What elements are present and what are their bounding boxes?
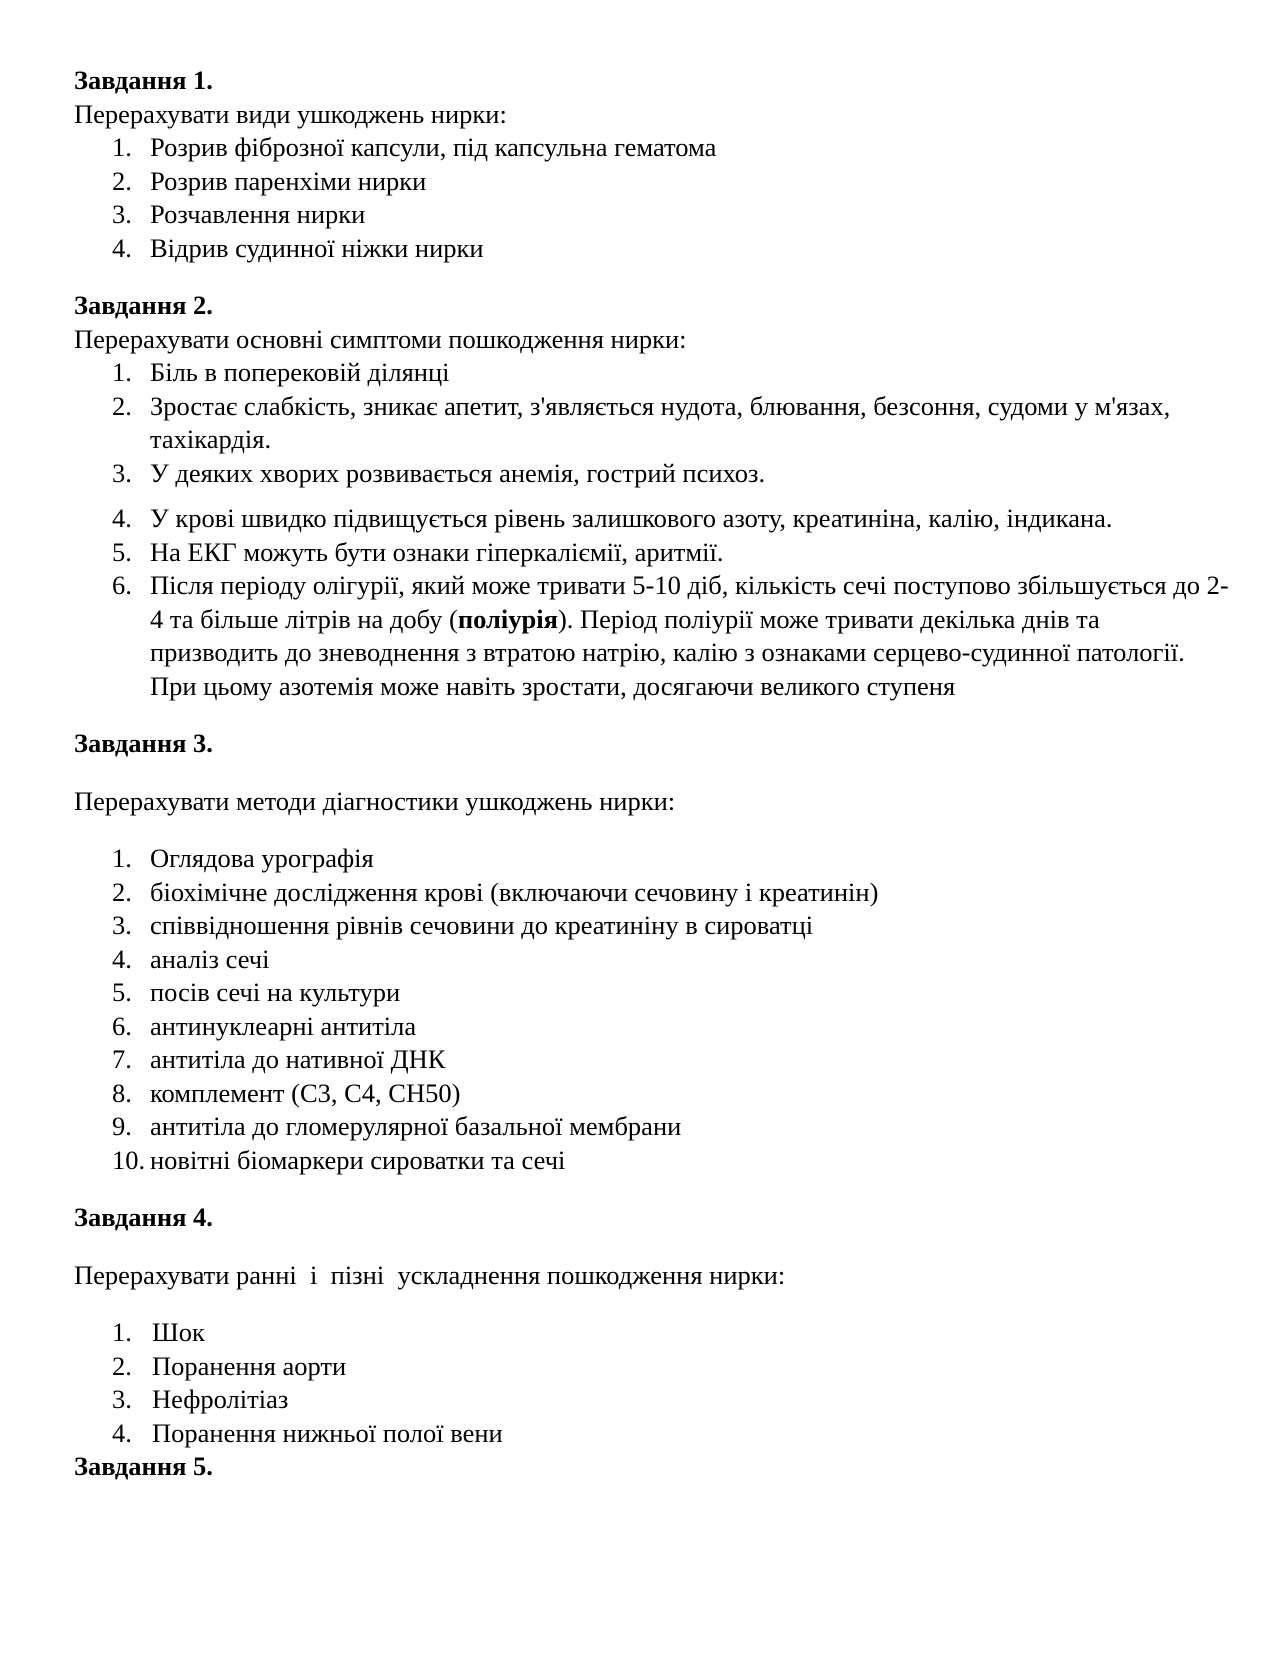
list-number: 3. xyxy=(112,1384,132,1414)
list-item-text: Поранення нижньої полої вени xyxy=(152,1417,503,1448)
list-item xyxy=(74,1350,1234,1384)
list-item xyxy=(74,131,1234,165)
task-3 xyxy=(74,727,1234,1177)
list-item-text: Біль в поперековій ділянці xyxy=(150,357,450,387)
list-item xyxy=(74,356,1234,390)
task-list xyxy=(74,1316,1234,1450)
task-heading: Завдання 2. xyxy=(74,290,213,320)
list-number: 1. xyxy=(112,132,132,162)
list-item-text: Розчавлення нирки xyxy=(150,199,366,229)
task-intro: Перерахувати методи діагностики ушкоджень нирки: xyxy=(74,785,676,816)
list-item xyxy=(74,165,1234,199)
list-item xyxy=(74,390,1234,457)
list-item xyxy=(74,536,1234,570)
task-list xyxy=(74,842,1234,1177)
list-item-text: аналіз сечі xyxy=(150,943,270,974)
list-item-text-before: Після періоду олігурії, який може тривати 5-10 діб, кількість сечі поступово збільшується до 2-4 та більше літрів на добу ( xyxy=(150,570,1229,634)
list-number: 5. xyxy=(112,977,132,1007)
list-item-text-bold: поліурія xyxy=(457,603,558,634)
list-item xyxy=(74,1077,1234,1111)
list-item-text: посів сечі на культури xyxy=(150,977,401,1007)
list-number: 4. xyxy=(112,1417,132,1448)
list-item xyxy=(74,232,1234,266)
list-number: 9. xyxy=(112,1111,132,1141)
list-item xyxy=(74,1316,1234,1350)
list-number: 3. xyxy=(112,457,132,488)
task-2 xyxy=(74,289,1234,703)
task-5 xyxy=(74,1450,1234,1484)
list-item xyxy=(74,502,1234,536)
list-item-text: Зростає слабкість, зникає апетит, з'являється нудота, блювання, безсоння, судоми у м'язах, тахікардія. xyxy=(150,390,1171,454)
list-number: 4. xyxy=(112,503,132,533)
list-item xyxy=(74,1110,1234,1144)
list-item-text: комплемент (C3, C4, CH50) xyxy=(150,1077,461,1108)
list-item xyxy=(74,976,1234,1010)
list-item xyxy=(74,876,1234,910)
task-heading: Завдання 5. xyxy=(74,1451,213,1481)
list-item xyxy=(74,909,1234,943)
list-item xyxy=(74,1043,1234,1077)
list-item-text: Оглядова урографія xyxy=(150,843,374,873)
task-intro: Перерахувати основні симптоми пошкодження нирки: xyxy=(74,323,687,354)
list-item-text: біохімічне дослідження крові (включаючи сечовину і креатинін) xyxy=(150,876,879,907)
list-number: 2. xyxy=(112,876,132,907)
list-item-text-after: ). Період поліурії може тривати декілька днів та призводить до зневоднення з втратою натрію, калію з ознаками серцево-судинної патології. При цьому азотемія може навіть зростати, досягаючи великого ступеня xyxy=(150,603,1185,701)
task-heading: Завдання 4. xyxy=(74,1202,213,1232)
list-number: 2. xyxy=(112,390,132,421)
list-number: 5. xyxy=(112,536,132,567)
list-item-text: антитіла до нативної ДНК xyxy=(150,1044,446,1074)
list-number: 10. xyxy=(112,1144,146,1175)
list-item xyxy=(74,943,1234,977)
list-number: 7. xyxy=(112,1044,132,1074)
list-item xyxy=(74,1010,1234,1044)
list-number: 2. xyxy=(112,1350,132,1381)
task-heading: Завдання 1. xyxy=(74,65,213,95)
list-item-text: Шок xyxy=(152,1317,205,1347)
task-list xyxy=(74,356,1234,703)
list-item xyxy=(74,457,1234,491)
list-item xyxy=(74,198,1234,232)
list-item xyxy=(74,842,1234,876)
task-intro: Перерахувати ранні і пізні ускладнення пошкодження нирки: xyxy=(74,1259,786,1290)
list-item xyxy=(74,1144,1234,1178)
list-number: 3. xyxy=(112,910,132,940)
task-1 xyxy=(74,64,1234,265)
list-item-text: новітні біомаркери сироватки та сечі xyxy=(150,1144,566,1175)
list-item-text: антитіла до гломерулярної базальної мембрани xyxy=(150,1111,682,1141)
list-number: 1. xyxy=(112,357,132,387)
list-number: 1. xyxy=(112,1317,132,1347)
list-item-text: співвідношення рівнів сечовини до креатиніну в сироватці xyxy=(150,910,814,940)
list-item-text: У крові швидко підвищується рівень залишкового азоту, креатиніна, калію, індикана. xyxy=(150,503,1113,533)
document-page xyxy=(74,64,1234,1484)
list-item-text: Відрив судинної ніжки нирки xyxy=(150,232,484,263)
list-item-text: На ЕКГ можуть бути ознаки гіперкаліємії, аритмії. xyxy=(150,536,724,567)
task-heading: Завдання 3. xyxy=(74,728,213,758)
list-number: 4. xyxy=(112,943,132,974)
task-4 xyxy=(74,1201,1234,1450)
list-number: 8. xyxy=(112,1077,132,1108)
list-number: 6. xyxy=(112,570,132,600)
list-number: 2. xyxy=(112,165,132,196)
list-number: 6. xyxy=(112,1010,132,1041)
task-list xyxy=(74,131,1234,265)
list-item-text: Розрив фіброзної капсули, під капсульна гематома xyxy=(150,132,717,162)
list-number: 3. xyxy=(112,199,132,229)
list-item-text: антинуклеарні антитіла xyxy=(150,1010,417,1041)
list-item xyxy=(74,1417,1234,1451)
list-item xyxy=(74,1383,1234,1417)
list-item-text: У деяких хворих розвивається анемія, гострий психоз. xyxy=(150,457,766,488)
list-item-text: Розрив паренхіми нирки xyxy=(150,165,427,196)
task-intro: Перерахувати види ушкоджень нирки: xyxy=(74,98,507,129)
list-item xyxy=(74,569,1234,703)
list-number: 4. xyxy=(112,232,132,263)
list-item-text: Поранення аорти xyxy=(152,1350,347,1381)
list-item-text: Нефролітіаз xyxy=(152,1384,289,1414)
list-number: 1. xyxy=(112,843,132,873)
